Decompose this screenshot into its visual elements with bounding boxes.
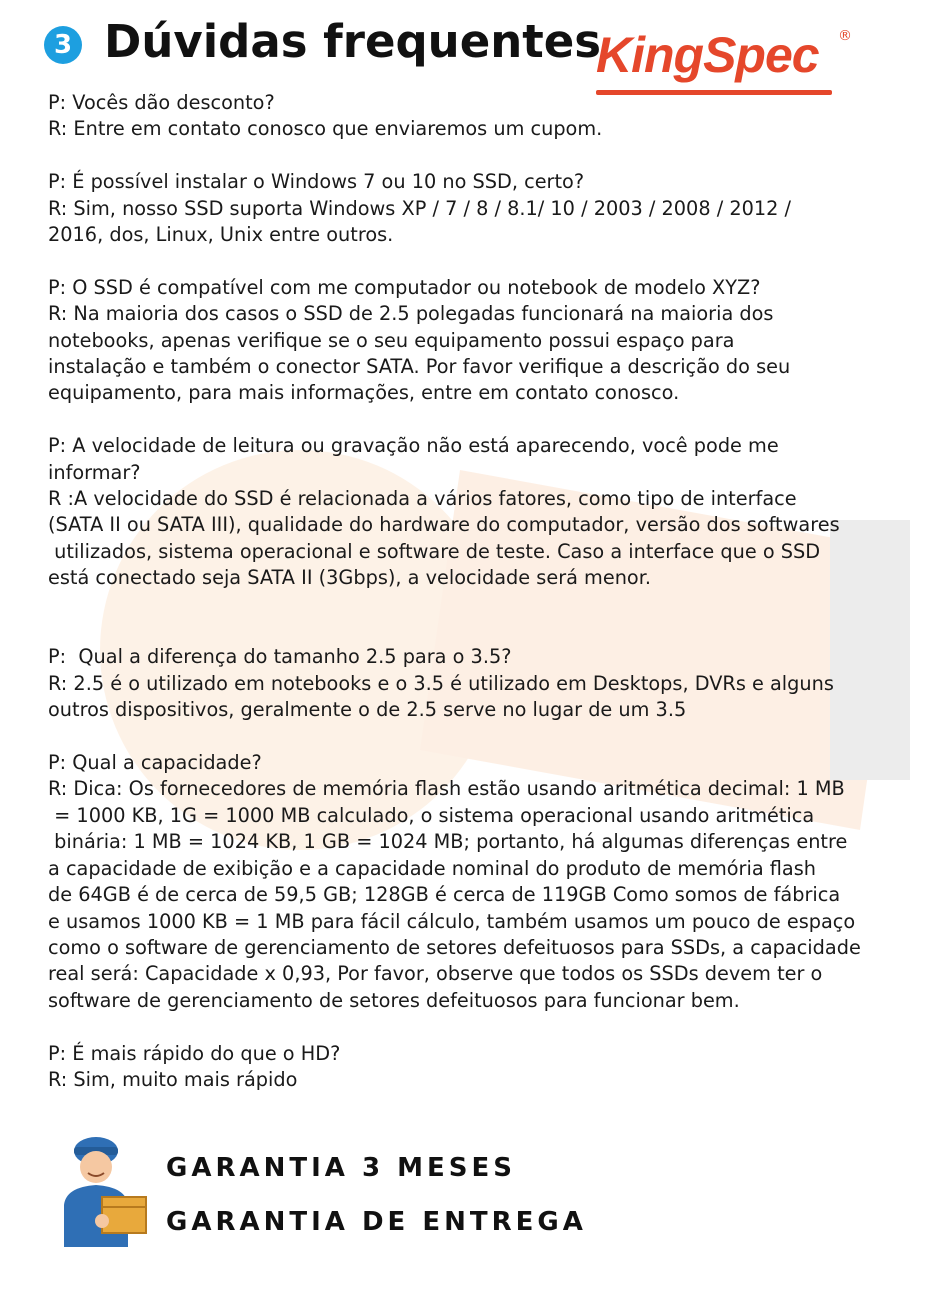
faq-item <box>48 275 928 407</box>
faq-item <box>48 90 928 143</box>
page-header <box>44 14 924 98</box>
faq-question: P: É mais rápido do que o HD? <box>48 1041 341 1065</box>
faq-list <box>48 90 928 1120</box>
faq-item <box>48 433 928 591</box>
faq-answer: R :A velocidade do SSD é relacionada a vários fatores, como tipo de interface (SATA II ou SATA III), qualidade do hardware do computador, versão dos softwares utilizados, sistema operacional e software de teste. Caso a interface que o SSD está conectado seja SATA II (3Gbps), a velocidade será menor. <box>48 487 840 590</box>
faq-item <box>48 644 928 723</box>
delivery-worker-icon <box>50 1125 150 1247</box>
warranty-text: GARANTIA 3 MESES <box>166 1153 516 1183</box>
kingspec-logo <box>592 24 862 100</box>
faq-question: P: A velocidade de leitura ou gravação não está aparecendo, você pode me informar? <box>48 434 779 484</box>
faq-answer: R: 2.5 é o utilizado em notebooks e o 3.5 é utilizado em Desktops, DVRs e alguns outros dispositivos, geralmente o de 2.5 serve no lugar de um 3.5 <box>48 671 834 722</box>
guarantee-footer <box>50 1125 750 1255</box>
faq-question: P: Vocês dão desconto? <box>48 91 275 114</box>
logo-text: KingSpec <box>596 27 819 83</box>
faq-question: P: O SSD é compatível com me computador ou notebook de modelo XYZ? <box>48 275 761 299</box>
registered-mark: ® <box>838 28 852 44</box>
faq-item <box>48 750 928 1014</box>
faq-answer: R: Dica: Os fornecedores de memória flash estão usando aritmética decimal: 1 MB = 1000 KB, 1G = 1000 MB calculado, o sistema operacional usando aritmética binária: 1 MB = 1024 KB, 1 GB = 1024 MB; portanto, há algumas diferenças entre a capacidade de exibição e a capacidade nominal do produto de memória flash de 64GB é de cerca de 59,5 GB; 128GB é cerca de 119GB Como somos de fábrica e usamos 1000 KB = 1 MB para fácil cálculo, também usamos um pouco de espaço como o software de gerenciamento de setores defeituosos para SSDs, a capacidade real será: Capacidade x 0,93, Por favor, observe que todos os SSDs devem ter o software de gerenciamento de setores defeituosos para funcionar bem. <box>48 777 861 1012</box>
faq-question: P: Qual a diferença do tamanho 2.5 para o 3.5? <box>48 645 512 669</box>
page-title: Dúvidas frequentes <box>104 15 602 68</box>
faq-answer: R: Entre em contato conosco que enviaremos um cupom. <box>48 117 603 141</box>
delivery-guarantee-text: GARANTIA DE ENTREGA <box>166 1207 587 1237</box>
step-number-badge: 3 <box>44 26 82 64</box>
faq-answer: R: Sim, muito mais rápido <box>48 1067 298 1091</box>
faq-item <box>48 1041 928 1094</box>
faq-question: P: Qual a capacidade? <box>48 751 262 775</box>
faq-answer: R: Na maioria dos casos o SSD de 2.5 polegadas funcionará na maioria dos notebooks, apenas verifique se o seu equipamento possui espaço para instalação e também o conector SATA. Por favor verifique a descrição do seu equipamento, para mais informações, entre em contato conosco. <box>48 302 791 405</box>
faq-item <box>48 169 928 248</box>
faq-question: P: É possível instalar o Windows 7 ou 10 no SSD, certo? <box>48 170 585 194</box>
faq-answer: R: Sim, nosso SSD suporta Windows XP / 7 / 8 / 8.1/ 10 / 2003 / 2008 / 2012 / 2016, dos, Linux, Unix entre outros. <box>48 196 792 247</box>
